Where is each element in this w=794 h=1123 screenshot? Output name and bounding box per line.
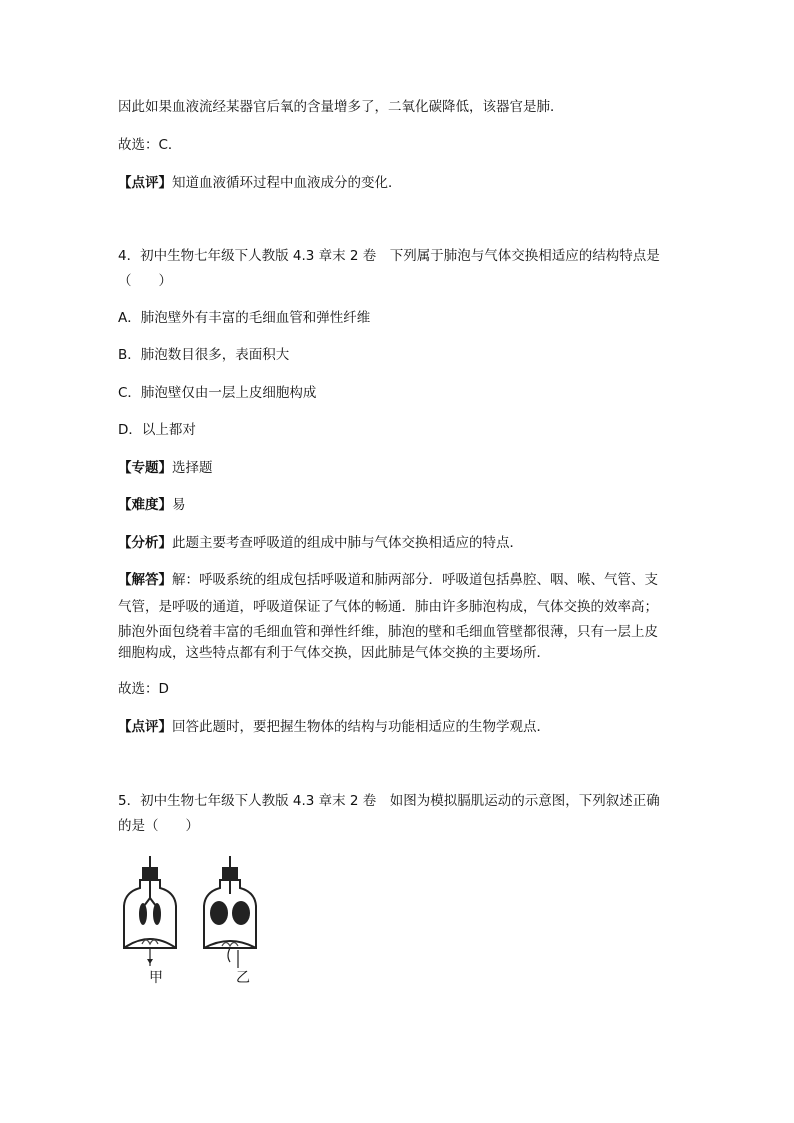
q3-comment-text: 知道血液循环过程中血液成分的变化．	[172, 175, 402, 191]
q4-comment-text: 回答此题时，要把握生物体的结构与功能相适应的生物学观点．	[172, 719, 550, 735]
q4-option-b: B．肺泡数目很多，表面积大	[118, 347, 290, 363]
q4-topic-text: 选择题	[172, 460, 213, 476]
q4-stem-line-2: （ ）	[118, 273, 172, 289]
bell-jar-figure-yi	[200, 856, 260, 971]
q4-difficulty-text: 易	[172, 497, 186, 513]
q3-explanation-line: 因此如果血液流经某器官后氧的含量增多了，二氧化碳降低，该器官是肺．	[118, 99, 564, 115]
q4-analysis-line	[118, 533, 523, 553]
q4-comment-line	[118, 717, 550, 737]
q4-topic-tag: 【专题】	[118, 460, 172, 476]
q4-difficulty-tag: 【难度】	[118, 497, 172, 513]
q4-solution-line-4: 细胞构成，这些特点都有利于气体交换，因此肺是气体交换的主要场所．	[118, 645, 550, 661]
q4-solution-text-1: 解：呼吸系统的组成包括呼吸道和肺两部分．呼吸道包括鼻腔、咽、喉、气管、支	[172, 572, 658, 588]
figure-label-jia: 甲	[149, 970, 163, 986]
q4-analysis-text: 此题主要考查呼吸道的组成中肺与气体交换相适应的特点．	[172, 535, 523, 551]
q4-difficulty-line	[118, 495, 186, 515]
q3-answer-line: 故选：C．	[118, 137, 182, 153]
q4-comment-tag: 【点评】	[118, 719, 172, 735]
q4-solution-line-3: 肺泡外面包绕着丰富的毛细血管和弹性纤维，肺泡的壁和毛细血管壁都很薄，只有一层上皮	[118, 624, 658, 640]
q4-solution-line-2: 气管，是呼吸的通道，呼吸道保证了气体的畅通．肺由许多肺泡构成，气体交换的效率高；	[118, 599, 658, 615]
q5-stem-line-1: 5．初中生物七年级下人教版 4.3 章末 2 卷 如图为模拟膈肌运动的示意图，下列叙述正确	[118, 793, 660, 809]
q4-solution-tag: 【解答】	[118, 572, 172, 588]
q4-solution-line-1	[118, 570, 658, 590]
q4-answer-line: 故选：D	[118, 681, 169, 697]
q3-comment-line	[118, 173, 402, 193]
q4-analysis-tag: 【分析】	[118, 535, 172, 551]
q5-stem-line-2: 的是（ ）	[118, 818, 199, 834]
q4-topic-line	[118, 458, 213, 478]
q4-option-d: D．以上都对	[118, 422, 196, 438]
bell-jar-figure-jia	[120, 856, 180, 971]
q4-stem-line-1: 4．初中生物七年级下人教版 4.3 章末 2 卷 下列属于肺泡与气体交换相适应的结构特点是	[118, 248, 660, 264]
q4-option-a: A．肺泡壁外有丰富的毛细血管和弹性纤维	[118, 310, 371, 326]
figure-label-yi: 乙	[236, 970, 250, 986]
q3-comment-tag: 【点评】	[118, 175, 172, 191]
q4-option-c: C．肺泡壁仅由一层上皮细胞构成	[118, 385, 317, 401]
